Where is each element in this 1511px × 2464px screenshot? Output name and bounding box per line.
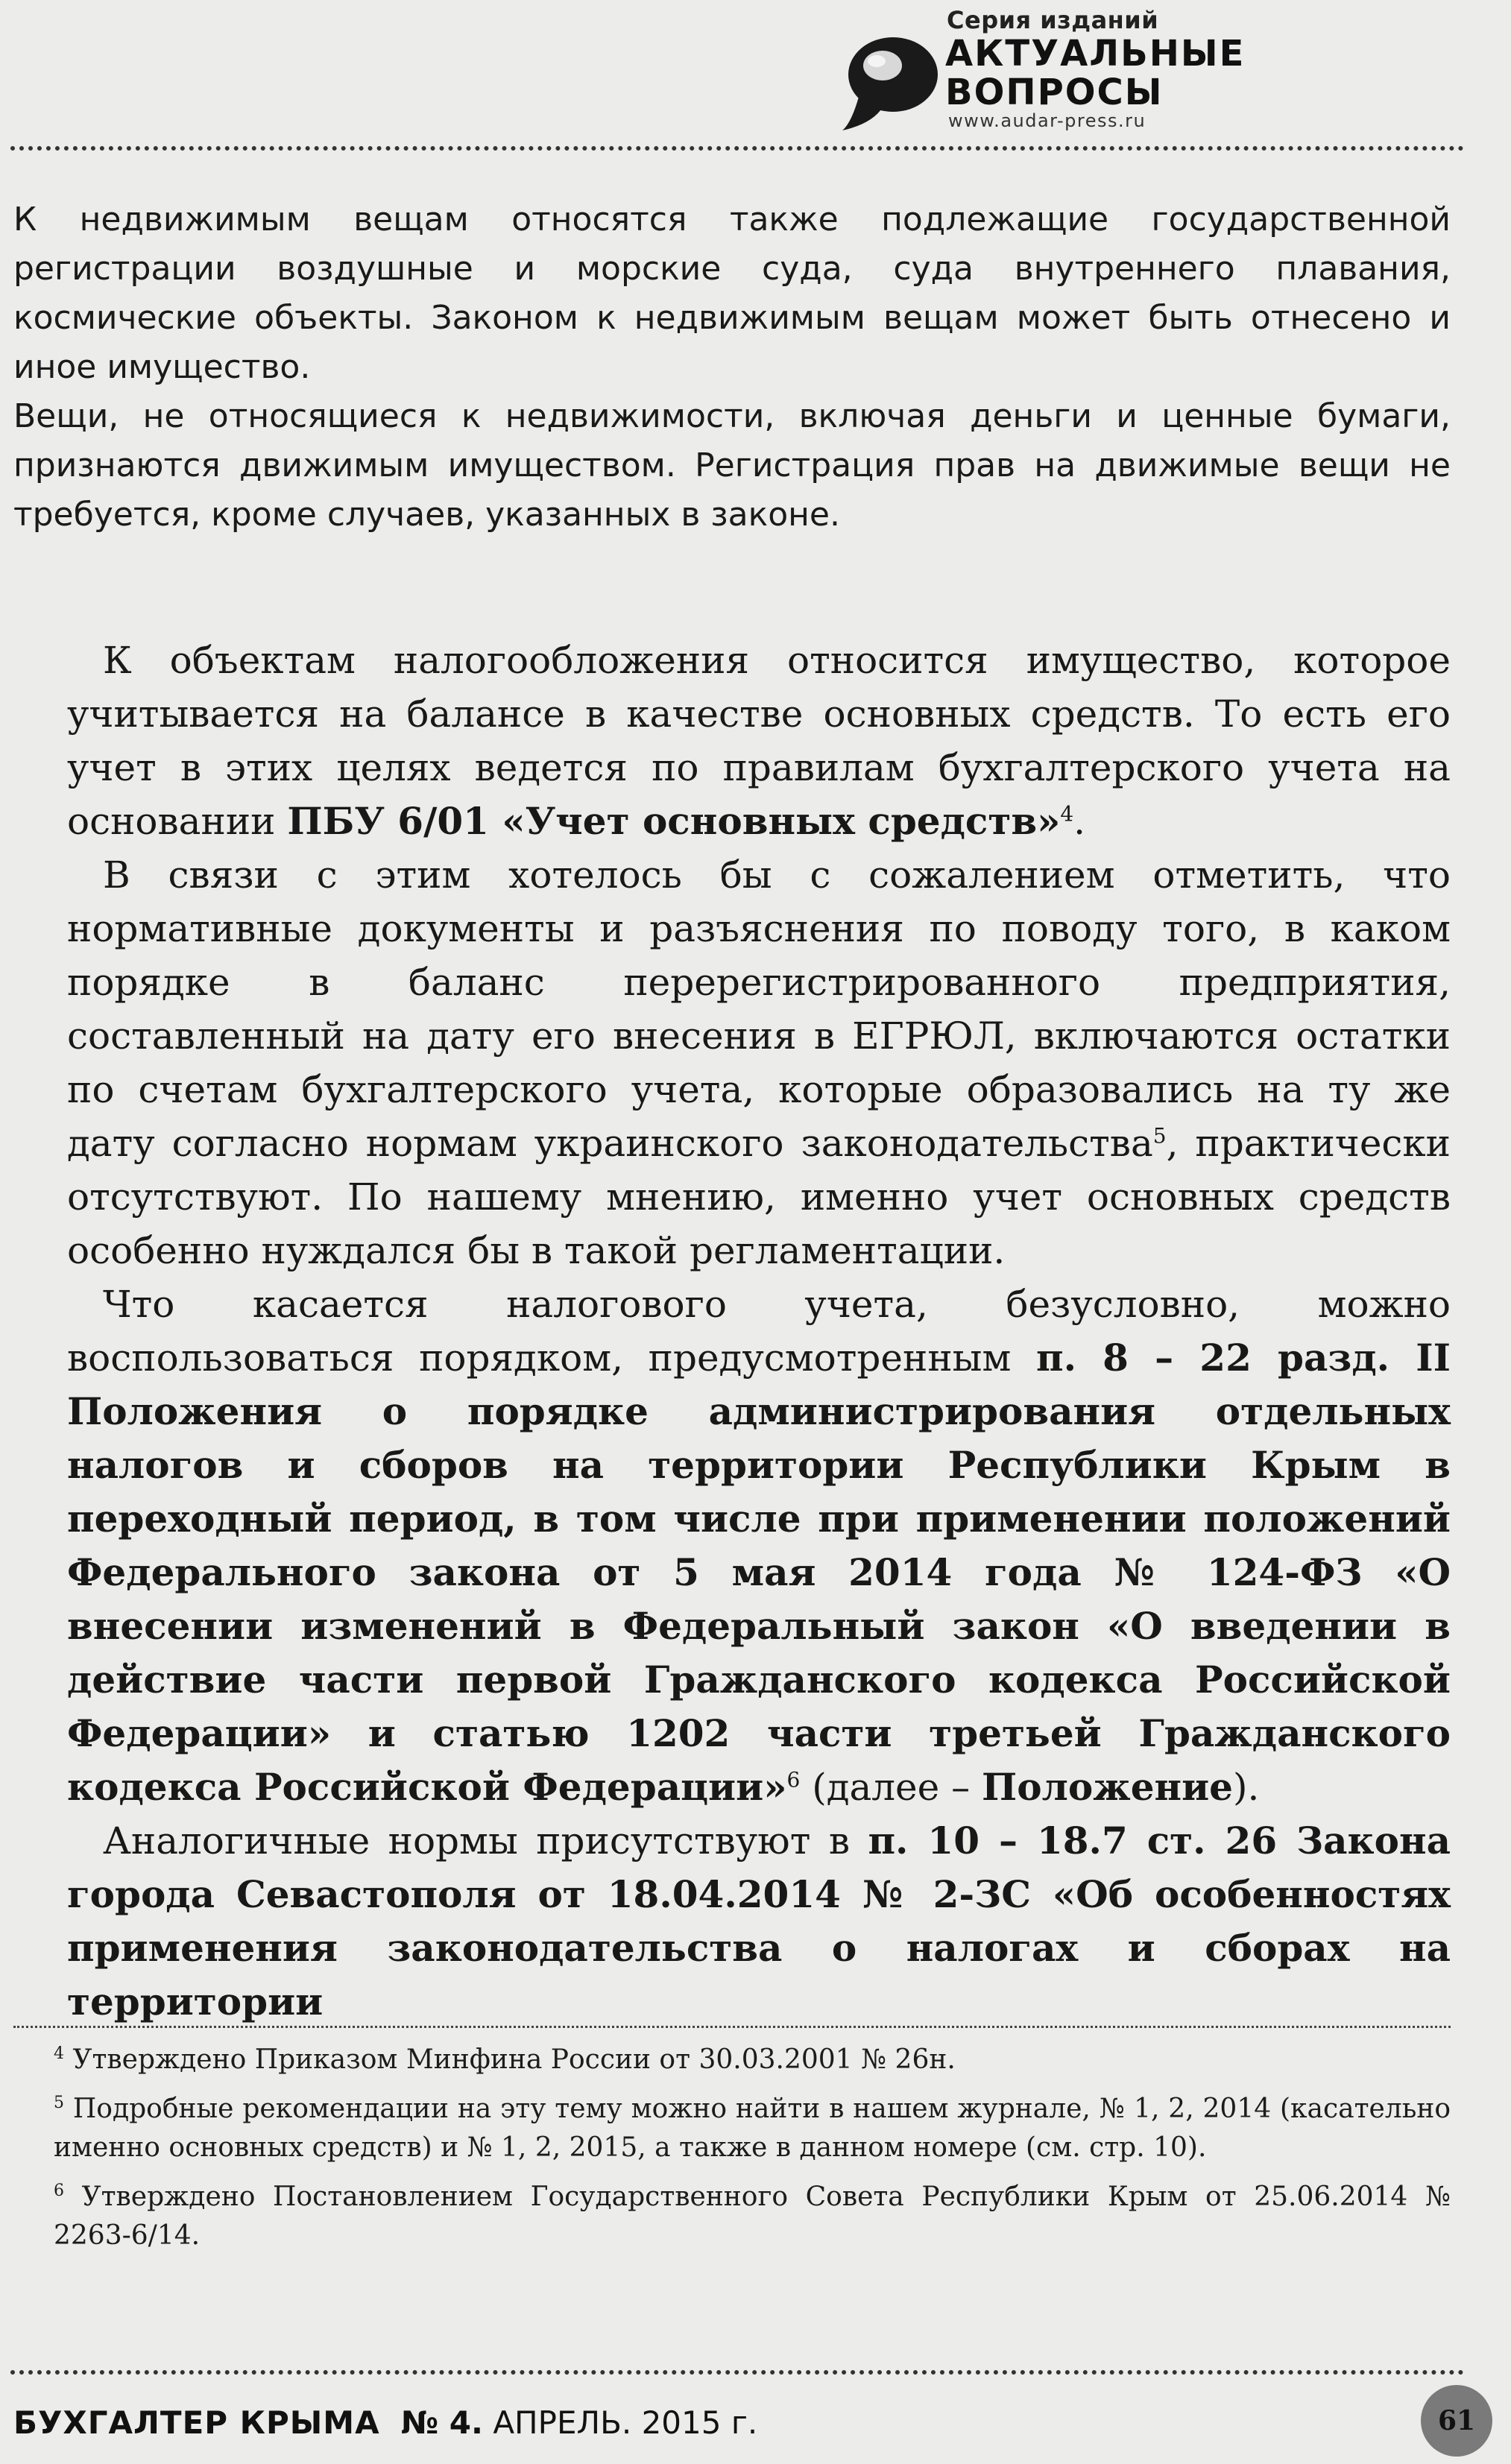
footnote-num: 4 bbox=[54, 2044, 64, 2063]
article-paragraph-4 bbox=[67, 1814, 1451, 2029]
issue-date: АПРЕЛЬ. 2015 г. bbox=[493, 2404, 758, 2441]
p3-paren-close: ). bbox=[1233, 1766, 1260, 1809]
p3-paren-open: (далее – bbox=[800, 1766, 982, 1809]
p1-text: К объектам налогообложения относится имущество, которое учитывается на балансе в качестве основных средств. То есть его учет в этих целях ведется по правилам бухгалтерского учета на основании bbox=[67, 639, 1451, 843]
series-name-line2: ВОПРОСЫ bbox=[945, 72, 1164, 113]
p2-text-a: В связи с этим хотелось бы с сожалением отметить, что нормативные документы и разъяснения по поводу того, в каком порядке в баланс перерегистрированного предприятия, составленный на дату его внесения в ЕГРЮЛ, включаются остатки по счетам бухгалтерского учета, которые образовались на ту же дату согласно нормам украинского законодательства bbox=[67, 853, 1451, 1165]
p2-text-b: , практически отсутствуют. По нашему мнению, именно учет основных средств особенно нуждался бы в такой регламентации. bbox=[67, 1122, 1451, 1272]
article-paragraph-2 bbox=[67, 848, 1451, 1277]
page-number-badge: 61 bbox=[1421, 2385, 1492, 2457]
p1-end: . bbox=[1073, 800, 1086, 843]
series-url: www.audar-press.ru bbox=[948, 110, 1146, 131]
footnote-num: 6 bbox=[54, 2182, 64, 2200]
series-title: Серия изданий bbox=[947, 6, 1159, 34]
p3-bold-ref: п. 8 – 22 разд. II Положения о порядке администрирования отдельных налогов и сборов на территории Республики Крым в переходный период, в том числе при применении положений Федерального закона от 5 мая 2014 года № 124-ФЗ «О внесении изменений в Федеральный закон «О введении в действие части первой Гражданского кодекса Российской Федерации» и статью 1202 части третьей Гражданского кодекса Российской Федерации» bbox=[67, 1336, 1451, 1809]
footnote-divider bbox=[13, 2026, 1451, 2028]
p3-text: Что касается налогового учета, безусловно, можно воспользоваться порядком, предусмотренным bbox=[67, 1283, 1451, 1380]
magazine-title: БУХГАЛТЕР КРЫМА bbox=[13, 2404, 380, 2441]
footnote-ref-5: 5 bbox=[1152, 1123, 1167, 1149]
footnote-ref-4: 4 bbox=[1060, 801, 1074, 827]
issue-number: № 4. bbox=[400, 2404, 483, 2441]
article-paragraph-3 bbox=[67, 1277, 1451, 1814]
p1-bold-ref: ПБУ 6/01 «Учет основных средств» bbox=[287, 799, 1061, 843]
intro-paragraph-2: Вещи, не относящиеся к недвижимости, включая деньги и ценные бумаги, признаются движимым имуществом. Регистрация прав на движимые вещи не требуется, кроме случаев, указанных в законе. bbox=[13, 397, 1451, 534]
footnote-text: Подробные рекомендации на эту тему можно найти в нашем журнале, № 1, 2, 2014 (касательно именно основных средств) и № 1, 2, 2015, а также в данном номере (см. стр. 10). bbox=[54, 2094, 1451, 2163]
intro-block bbox=[13, 195, 1451, 540]
intro-paragraph-1: К недвижимым вещам относятся также подлежащие государственной регистрации воздушные и морские суда, суда внутреннего плавания, космические объекты. Законом к недвижимым вещам может быть отнесено и иное имущество. bbox=[13, 200, 1451, 386]
p4-text: Аналогичные нормы присутствуют в bbox=[103, 1819, 868, 1863]
p4-bold-ref: п. 10 – 18.7 ст. 26 Закона города Севастополя от 18.04.2014 № 2-ЗС «Об особенностях применения законодательства о налогах и сборах на территории bbox=[67, 1819, 1451, 2024]
article-paragraph-1 bbox=[67, 634, 1451, 848]
article-body bbox=[67, 634, 1451, 2029]
footnote-5 bbox=[54, 2090, 1451, 2167]
footnote-ref-6: 6 bbox=[786, 1767, 801, 1792]
footnote-6 bbox=[54, 2178, 1451, 2255]
footer-info bbox=[13, 2404, 757, 2441]
footnote-text: Утверждено Постановлением Государственного Совета Республики Крым от 25.06.2014 № 2263-6/14. bbox=[54, 2182, 1451, 2251]
footnote-4 bbox=[54, 2041, 1451, 2079]
footnote-num: 5 bbox=[54, 2094, 64, 2112]
footnotes bbox=[54, 2041, 1451, 2266]
header-divider bbox=[10, 146, 1464, 151]
series-name-line1: АКТУАЛЬНЫЕ bbox=[945, 33, 1246, 75]
series-name bbox=[945, 34, 1245, 112]
footnote-text: Утверждено Приказом Минфина России от 30.03.2001 № 26н. bbox=[72, 2044, 956, 2075]
p3-bold-term: Положение bbox=[982, 1765, 1233, 1809]
speech-bubble-icon bbox=[836, 30, 941, 134]
footer-divider bbox=[10, 2370, 1464, 2375]
